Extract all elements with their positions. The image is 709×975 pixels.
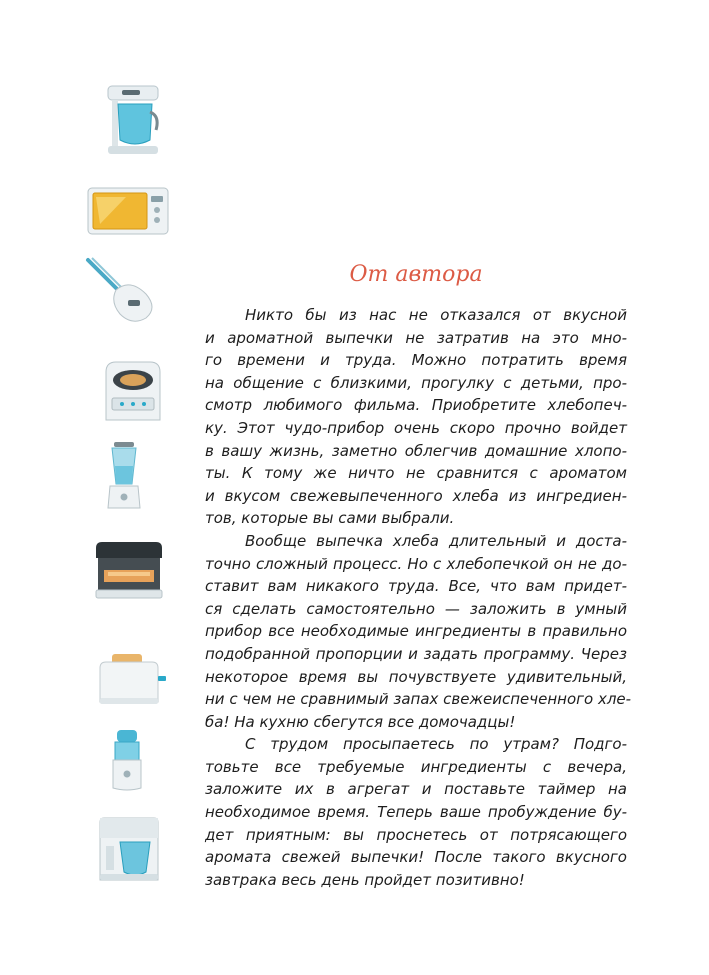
text-line: необходимое время. Теперь ваше пробуждение бу- [205, 803, 627, 822]
text-line: завтрака весь день пройдет позитивно! [205, 870, 525, 889]
text-line: и вкусом свежевыпеченного хлеба из ингредиен- [205, 486, 627, 505]
text-line: подобранной пропорции и задать программу. Через [205, 644, 627, 663]
text-line: заложите их в агрегат и поставьте таймер на [205, 780, 627, 799]
text-line: ся сделать самостоятельно — заложить в умный [205, 599, 627, 618]
paragraph [205, 304, 627, 530]
text-line: Никто бы из нас не отказался от вкусной [245, 306, 627, 324]
page-title: От автора [349, 262, 483, 287]
text-line: аромата свежей выпечки! После такого вкусного [205, 848, 627, 867]
microwave-icon [86, 186, 170, 238]
text-line: Вообще выпечка хлеба длительный и доста- [245, 531, 627, 550]
text-line: ба! На кухню сбегутся все домочадцы! [205, 712, 516, 731]
text-line: товьте все требуемые ингредиенты с вечера, [205, 757, 627, 776]
text-line: дет приятным: вы проснетесь от потрясающего [205, 825, 627, 844]
text-line: точно сложный процесс. Но с хлебопечкой он не до- [205, 554, 627, 573]
blender-icon [104, 440, 144, 512]
article-body [205, 304, 632, 891]
text-line: тов, которые вы сами выбрали. [205, 509, 455, 528]
text-line: смотр любимого фильма. Приобретите хлебопеч- [205, 396, 627, 415]
text-line: прибор все необходимые ингредиенты в правильно [205, 622, 627, 641]
hand-mixer-icon [84, 256, 164, 326]
toaster-icon [96, 650, 168, 706]
text-line: на общение с близкими, прогулку с детьми, про- [205, 373, 627, 392]
appliance-icons-column [0, 0, 180, 975]
text-line: го времени и труда. Можно потратить время [205, 351, 627, 370]
toaster-oven-icon [94, 540, 164, 600]
stand-mixer-icon [96, 816, 162, 884]
text-line: ни с чем не сравнимый запах свежеиспеченного хле- [205, 690, 632, 709]
text-line: ставит вам никакого труда. Все, что вам придет- [205, 577, 627, 596]
coffee-grinder-icon [110, 728, 144, 792]
coffee-maker-icon [100, 82, 166, 158]
text-line: ты. К тому же ничто не сравнится с ароматом [205, 464, 627, 483]
text-line: некоторое время вы почувствуете удивительный, [205, 667, 627, 686]
paragraph [205, 733, 627, 891]
text-line: и ароматной выпечки не затратив на это мно- [205, 328, 627, 347]
bread-maker-icon [98, 358, 168, 424]
text-line: в вашу жизнь, заметно облегчив домашние хлопо- [205, 441, 627, 460]
text-line: ку. Этот чудо-прибор очень скоро прочно войдет [205, 418, 627, 437]
text-line: С трудом просыпаетесь по утрам? Подго- [245, 735, 627, 754]
paragraph [205, 530, 632, 733]
